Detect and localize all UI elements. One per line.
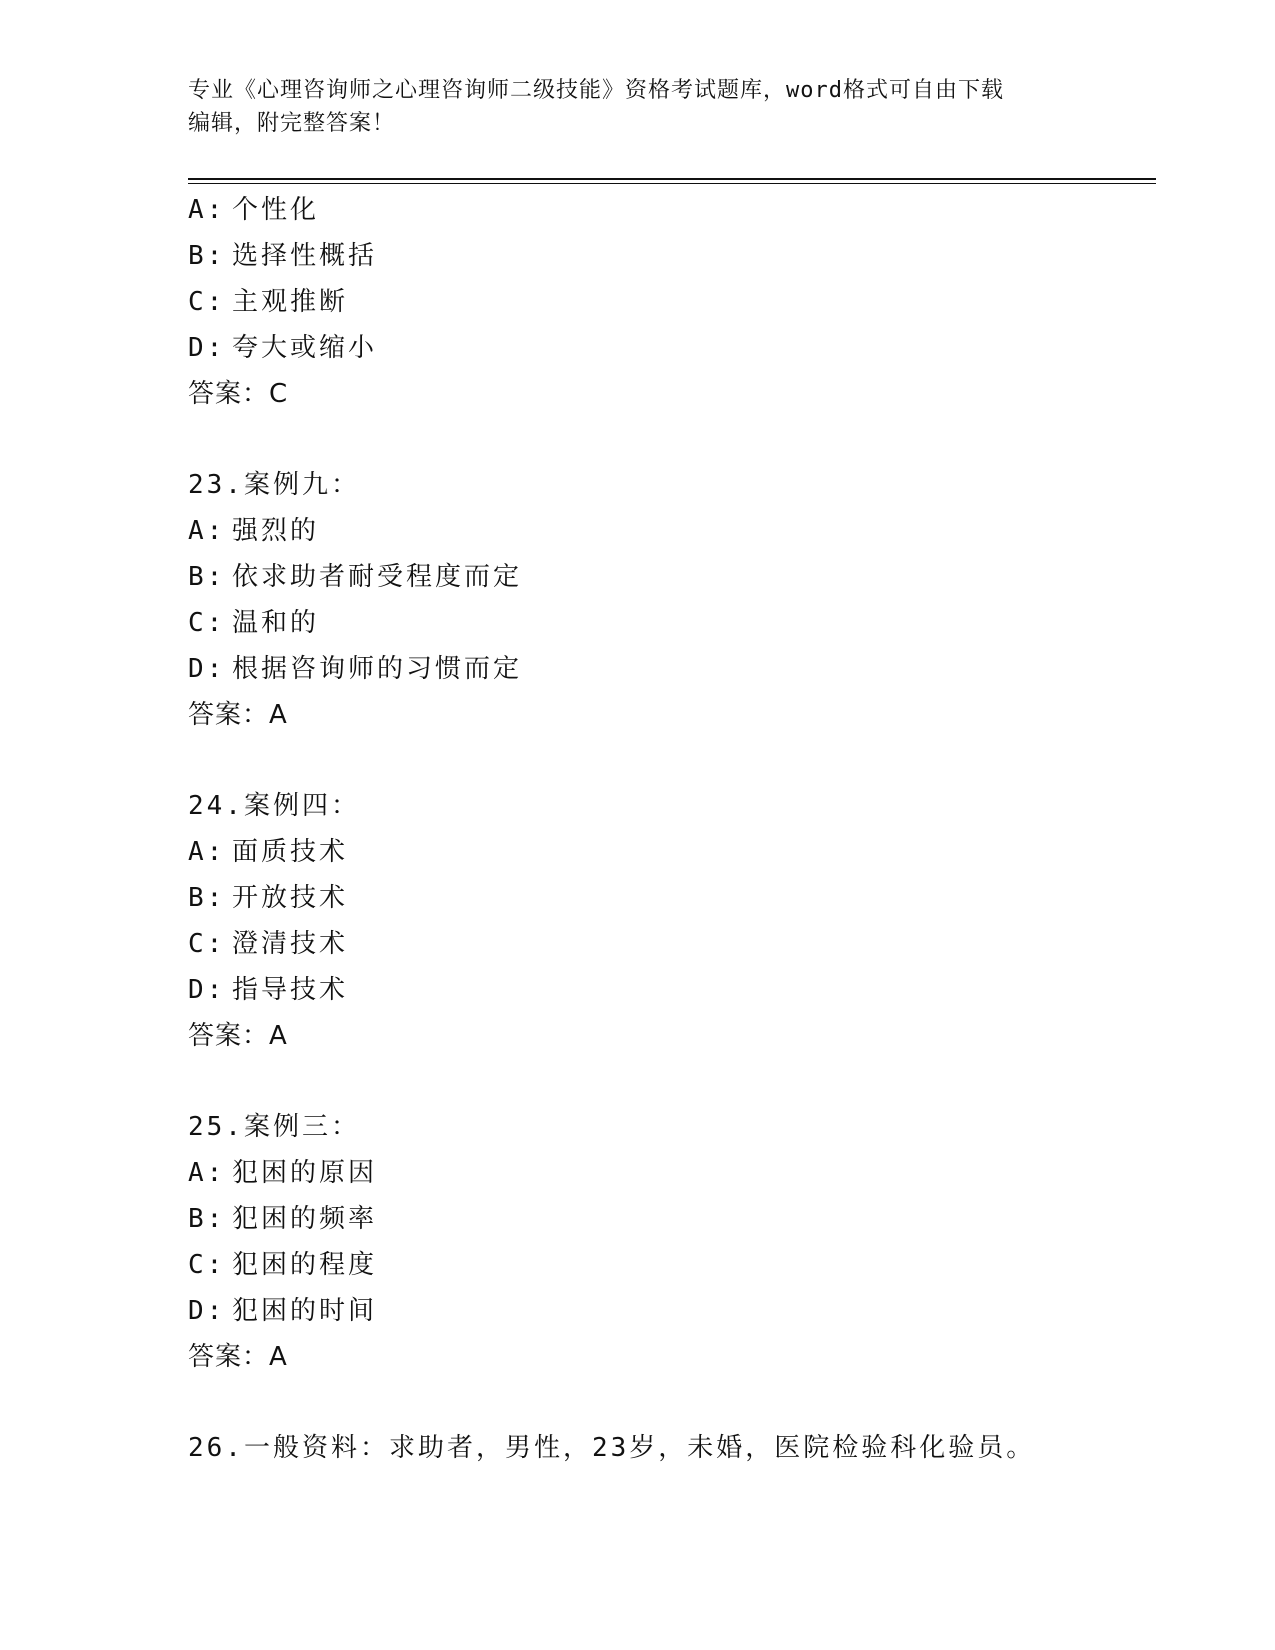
- option-b: [188, 875, 1148, 921]
- answer-line: 答案：A: [188, 1021, 288, 1051]
- option-c: [188, 279, 1148, 325]
- option-text: 夸大或缩小: [232, 333, 378, 363]
- option-label: A:: [188, 195, 226, 225]
- option-label: B:: [188, 241, 226, 271]
- option-label: D:: [188, 654, 226, 684]
- option-a: [188, 187, 1148, 233]
- option-d: [188, 646, 1148, 692]
- option-text: 犯困的原因: [232, 1158, 378, 1188]
- answer-line: 答案：C: [188, 379, 289, 409]
- option-text: 强烈的: [232, 516, 320, 546]
- option-d: [188, 1288, 1148, 1334]
- question-title: 26.一般资料：求助者，男性，23岁，未婚，医院检验科化验员。: [188, 1433, 1036, 1463]
- question-title: 25.案例三：: [188, 1112, 360, 1142]
- option-text: 温和的: [232, 608, 320, 638]
- option-text: 指导技术: [232, 975, 349, 1005]
- option-label: A:: [188, 1158, 226, 1188]
- option-text: 开放技术: [232, 883, 349, 913]
- header-divider-thick: [188, 178, 1156, 180]
- option-b: [188, 1196, 1148, 1242]
- header-divider-thin: [188, 183, 1156, 184]
- option-text: 主观推断: [232, 287, 349, 317]
- option-text: 选择性概括: [232, 241, 378, 271]
- option-text: 犯困的频率: [232, 1204, 378, 1234]
- question-block-partial: [188, 187, 1148, 417]
- option-b: [188, 554, 1148, 600]
- question-block-23: [188, 462, 1148, 738]
- option-a: [188, 1150, 1148, 1196]
- option-label: A:: [188, 837, 226, 867]
- option-label: D:: [188, 975, 226, 1005]
- option-label: D:: [188, 333, 226, 363]
- option-text: 犯困的时间: [232, 1296, 378, 1326]
- option-label: A:: [188, 516, 226, 546]
- option-d: [188, 325, 1148, 371]
- question-block-25: [188, 1104, 1148, 1380]
- option-label: C:: [188, 608, 226, 638]
- option-d: [188, 967, 1148, 1013]
- option-c: [188, 1242, 1148, 1288]
- option-label: D:: [188, 1296, 226, 1326]
- header-line-1: 专业《心理咨询师之心理咨询师二级技能》资格考试题库，word格式可自由下载: [188, 78, 1004, 103]
- option-label: B:: [188, 883, 226, 913]
- question-title: 24.案例四：: [188, 791, 360, 821]
- question-block-24: [188, 783, 1148, 1059]
- option-label: B:: [188, 562, 226, 592]
- option-c: [188, 921, 1148, 967]
- option-label: C:: [188, 1250, 226, 1280]
- option-a: [188, 508, 1148, 554]
- answer-line: 答案：A: [188, 700, 288, 730]
- option-c: [188, 600, 1148, 646]
- option-label: C:: [188, 287, 226, 317]
- option-text: 个性化: [232, 195, 320, 225]
- question-list: [188, 187, 1148, 1471]
- header-line-2: 编辑，附完整答案！: [188, 111, 396, 136]
- question-title: 23.案例九：: [188, 470, 360, 500]
- answer-line: 答案：A: [188, 1342, 288, 1372]
- option-a: [188, 829, 1148, 875]
- option-text: 依求助者耐受程度而定: [232, 562, 523, 592]
- question-block-26: [188, 1425, 1148, 1471]
- option-b: [188, 233, 1148, 279]
- option-label: C:: [188, 929, 226, 959]
- document-header: [188, 74, 1088, 140]
- option-label: B:: [188, 1204, 226, 1234]
- option-text: 根据咨询师的习惯而定: [232, 654, 523, 684]
- option-text: 澄清技术: [232, 929, 349, 959]
- option-text: 面质技术: [232, 837, 349, 867]
- option-text: 犯困的程度: [232, 1250, 378, 1280]
